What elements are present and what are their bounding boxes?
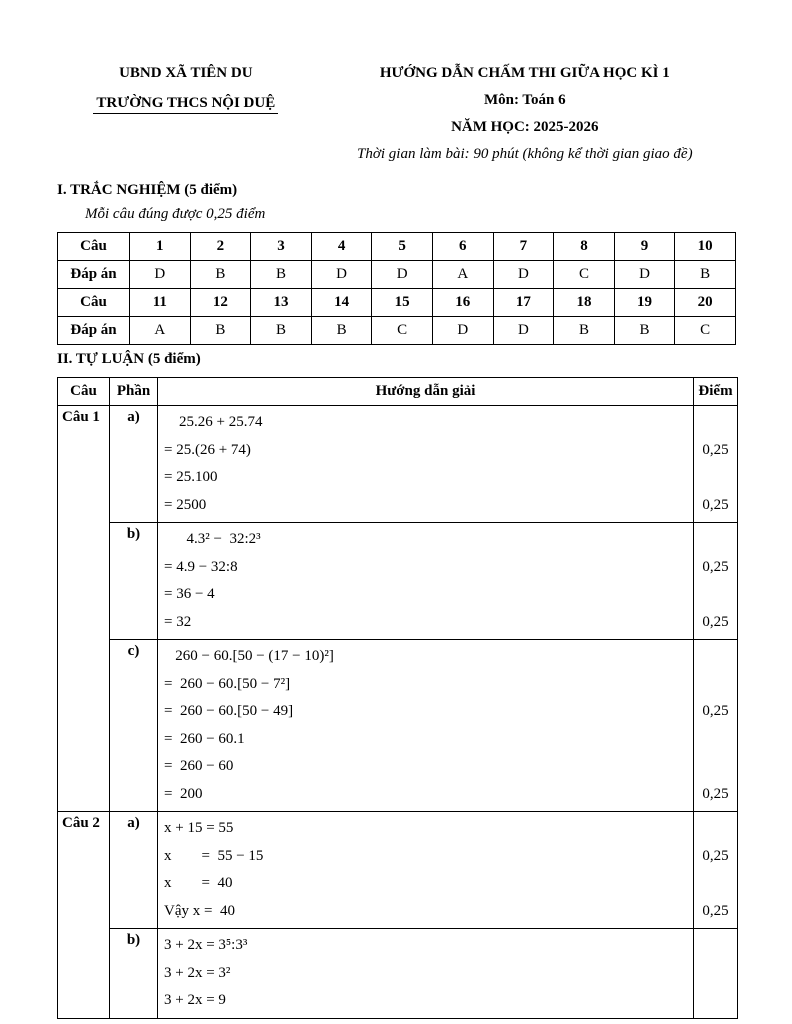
mc-question-number: 3 [251, 233, 312, 261]
mc-answer-cell: A [130, 317, 191, 345]
score-value [694, 464, 737, 492]
mc-question-number: 10 [675, 233, 736, 261]
mc-answer-cell: D [130, 261, 191, 289]
score-column [694, 523, 738, 640]
score-column [694, 640, 738, 812]
score-value: 0,25 [702, 703, 729, 719]
mc-answer-cell: B [190, 317, 251, 345]
essay-solution-row [58, 929, 738, 1019]
mc-question-number: 7 [493, 233, 554, 261]
score-value [694, 987, 737, 1015]
score-column [694, 929, 738, 1019]
solution-line: = 25.100 [164, 469, 218, 485]
mc-question-number: 18 [554, 289, 615, 317]
score-value: 0,25 [702, 558, 729, 575]
solution-line: 4.3² − 32:2³ [164, 531, 261, 547]
score-value [694, 815, 737, 843]
solution-line: = 200 [164, 785, 203, 802]
mc-question-number: 16 [432, 289, 493, 317]
mc-answer-cell: A [432, 261, 493, 289]
mc-question-number: 12 [190, 289, 251, 317]
essay-solution-row [58, 812, 738, 929]
mc-answer-cell: B [251, 317, 312, 345]
solution-line: = 260 − 60.[50 − 7²] [164, 675, 291, 692]
score-value: 0,25 [702, 613, 729, 630]
solution-line: 260 − 60.[50 − (17 − 10)²] [164, 648, 334, 664]
solution-line: = 2500 [164, 496, 207, 513]
part-label: c) [110, 640, 158, 812]
document-header [57, 60, 735, 168]
header-right-block [315, 60, 735, 168]
school-name-line [57, 90, 315, 116]
essay-column-header-2: Hướng dẫn giải [158, 378, 694, 406]
score-value: 0,25 [702, 847, 729, 864]
solution-line: Vậy x = 40 [164, 902, 235, 919]
score-value: 0,25 [702, 496, 729, 513]
question-label: Câu 1 [58, 406, 110, 812]
subject-line: Môn: Toán 6 [483, 92, 566, 108]
score-column [694, 812, 738, 929]
solution-line: x + 15 = 55 [164, 820, 234, 836]
mc-question-number: 17 [493, 289, 554, 317]
solution-line: = 32 [164, 613, 192, 630]
part-label: b) [110, 929, 158, 1019]
mc-question-number: 20 [675, 289, 736, 317]
solution-line: x = 55 − 15 [164, 847, 264, 864]
mc-answer-cell: D [493, 317, 554, 345]
mc-answer-cell: B [554, 317, 615, 345]
solution-line: = 4.9 − 32:8 [164, 558, 238, 575]
mc-row-label: Đáp án [58, 317, 130, 345]
solution-steps [158, 929, 694, 1019]
mc-table-row [58, 317, 736, 345]
mc-row-label: Câu [58, 233, 130, 261]
score-value [694, 932, 737, 960]
mc-answer-cell: B [251, 261, 312, 289]
section-1-note: Mỗi câu đúng được 0,25 điểm [85, 206, 266, 222]
part-label: b) [110, 523, 158, 640]
solution-line: = 25.(26 + 74) [164, 441, 251, 458]
essay-column-header-1: Phần [110, 378, 158, 406]
solution-line: x = 40 [164, 875, 233, 891]
mc-table-row [58, 233, 736, 261]
question-label: Câu 2 [58, 812, 110, 1019]
score-value [694, 753, 737, 781]
mc-row-label: Câu [58, 289, 130, 317]
mc-question-number: 19 [614, 289, 675, 317]
essay-solution-table [57, 377, 738, 1019]
mc-answer-cell: D [372, 261, 433, 289]
solution-steps [158, 640, 694, 812]
solution-line: = 36 − 4 [164, 586, 215, 602]
mc-answer-cell: D [311, 261, 372, 289]
mc-answer-cell: B [190, 261, 251, 289]
score-value [694, 671, 737, 699]
mc-question-number: 4 [311, 233, 372, 261]
issuer-name: UBND XÃ TIÊN DU [119, 65, 253, 81]
essay-solution-row [58, 523, 738, 640]
mc-question-number: 5 [372, 233, 433, 261]
duration-line: Thời gian làm bài: 90 phút (không kể thời gian giao đề) [357, 146, 693, 162]
essay-column-header-3: Điểm [694, 378, 738, 406]
school-year-line: NĂM HỌC: 2025-2026 [451, 119, 599, 135]
header-left-block [57, 60, 315, 168]
score-value: 0,25 [702, 785, 729, 802]
solution-steps [158, 406, 694, 523]
score-column [694, 406, 738, 523]
solution-line: 25.26 + 25.74 [164, 414, 263, 430]
solution-line: 3 + 2x = 9 [164, 992, 226, 1008]
mc-answer-cell: D [493, 261, 554, 289]
essay-header-row [58, 378, 738, 406]
score-value [694, 526, 737, 554]
document-title: HƯỚNG DẪN CHẤM THI GIỮA HỌC KÌ 1 [379, 65, 670, 81]
mc-question-number: 9 [614, 233, 675, 261]
mc-question-number: 2 [190, 233, 251, 261]
school-name: TRƯỜNG THCS NỘI DUỆ [93, 95, 278, 114]
mc-answer-cell: B [675, 261, 736, 289]
score-value [694, 870, 737, 898]
essay-column-header-0: Câu [58, 378, 110, 406]
mc-answer-cell: C [675, 317, 736, 345]
score-value: 0,25 [702, 441, 729, 458]
essay-solution-row [58, 406, 738, 523]
mc-answer-cell: D [614, 261, 675, 289]
solution-line: = 260 − 60 [164, 758, 234, 774]
mc-answer-cell: C [554, 261, 615, 289]
mc-question-number: 1 [130, 233, 191, 261]
section-2-title: II. TỰ LUẬN (5 điểm) [57, 351, 201, 367]
mc-question-number: 11 [130, 289, 191, 317]
mc-table-row [58, 289, 736, 317]
section-1-title: I. TRẮC NGHIỆM (5 điểm) [57, 182, 238, 198]
essay-solution-row [58, 640, 738, 812]
mc-question-number: 6 [432, 233, 493, 261]
mc-question-number: 13 [251, 289, 312, 317]
score-value [694, 409, 737, 437]
mc-table-row [58, 261, 736, 289]
mc-row-label: Đáp án [58, 261, 130, 289]
mc-question-number: 14 [311, 289, 372, 317]
multiple-choice-answer-table [57, 232, 736, 345]
mc-answer-cell: B [614, 317, 675, 345]
solution-line: 3 + 2x = 3² [164, 964, 231, 981]
solution-steps [158, 812, 694, 929]
solution-line: 3 + 2x = 3⁵:3³ [164, 937, 248, 953]
mc-question-number: 15 [372, 289, 433, 317]
score-value [694, 960, 737, 988]
mc-question-number: 8 [554, 233, 615, 261]
part-label: a) [110, 812, 158, 929]
mc-answer-cell: B [311, 317, 372, 345]
score-value: 0,25 [702, 902, 729, 919]
score-value [694, 643, 737, 671]
solution-line: = 260 − 60.[50 − 49] [164, 703, 294, 719]
solution-steps [158, 523, 694, 640]
score-value [694, 581, 737, 609]
mc-answer-cell: C [372, 317, 433, 345]
mc-answer-cell: D [432, 317, 493, 345]
score-value [694, 726, 737, 754]
solution-line: = 260 − 60.1 [164, 730, 245, 747]
part-label: a) [110, 406, 158, 523]
